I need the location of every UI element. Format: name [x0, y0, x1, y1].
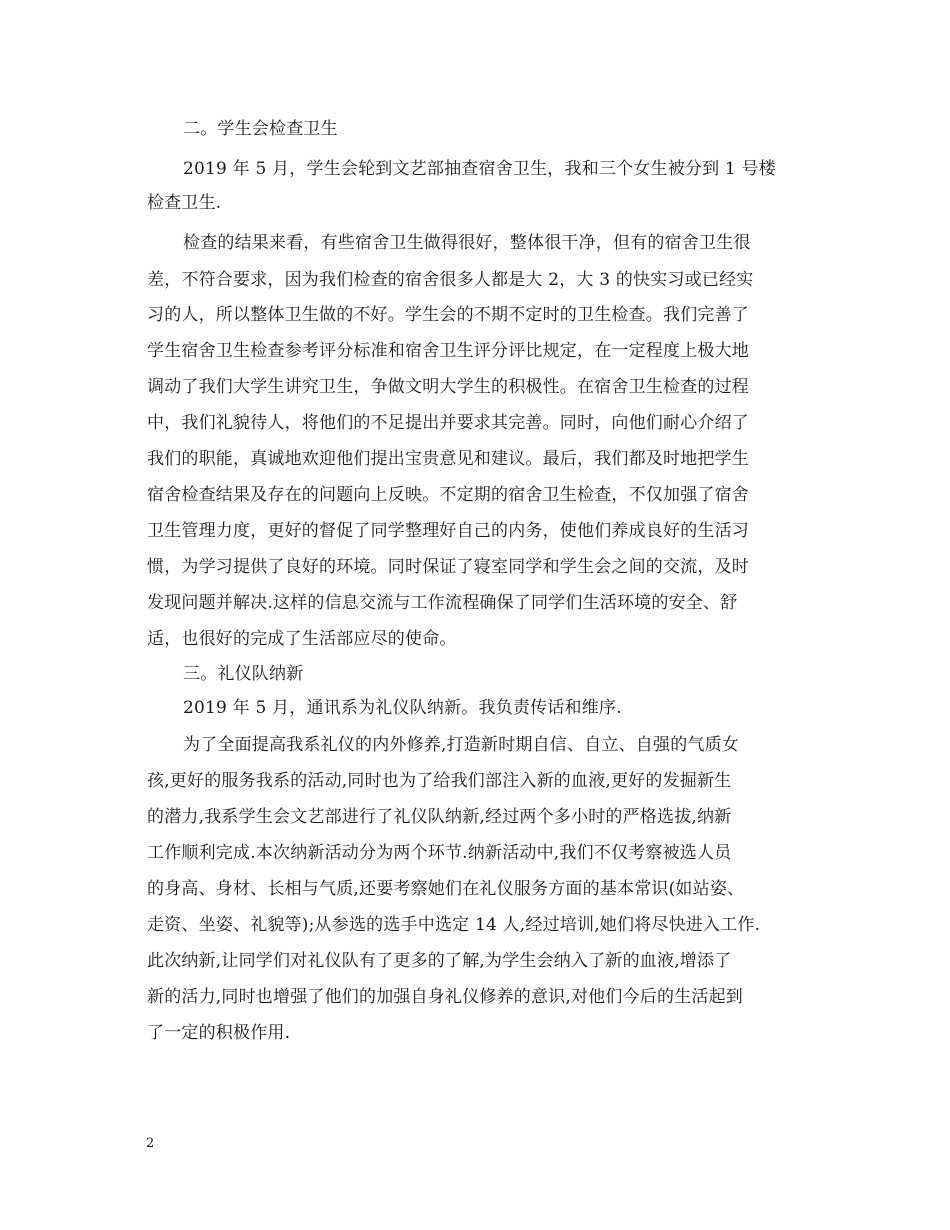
paragraph-line: 为了全面提高我系礼仪的内外修养,打造新时期自信、自立、自强的气质女: [183, 735, 740, 755]
paragraph-line: 孩,更好的服务我系的活动,同时也为了给我们部注入新的血液,更好的发掘新生: [147, 771, 732, 791]
section-heading-2: 二。学生会检查卫生: [183, 119, 338, 139]
paragraph-line: 习的人，所以整体卫生做的不好。学生会的不期不定时的卫生检查。我们完善了: [147, 305, 749, 325]
paragraph-line: 调动了我们大学生讲究卫生，争做文明大学生的积极性。在宿舍卫生检查的过程: [147, 377, 749, 397]
paragraph-line: 了一定的积极作用.: [147, 1023, 291, 1043]
paragraph-line: 检查的结果来看，有些宿舍卫生做得很好，整体很干净，但有的宿舍卫生很: [183, 233, 751, 253]
paragraph-line: 的潜力,我系学生会文艺部进行了礼仪队纳新,经过两个多小时的严格选拔,纳新: [147, 807, 732, 827]
paragraph-line: 走资、坐姿、礼貌等);从参选的选手中选定 14 人,经过培训,她们将尽快进入工作.: [147, 915, 761, 935]
paragraph-line: 工作顺利完成.本次纳新活动分为两个环节.纳新活动中,我们不仅考察被选人员: [147, 843, 732, 863]
paragraph-line: 新的活力,同时也增强了他们的加强自身礼仪修养的意识,对他们今后的生活起到: [147, 987, 744, 1007]
paragraph-line: 卫生管理力度，更好的督促了同学整理好自己的内务，使他们养成良好的生活习: [147, 521, 749, 541]
paragraph-line: 此次纳新,让同学们对礼仪队有了更多的了解,为学生会纳入了新的血液,增添了: [147, 951, 732, 971]
paragraph-line: 的身高、身材、长相与气质,还要考察她们在礼仪服务方面的基本常识(如站姿、: [147, 879, 745, 899]
paragraph-line: 2019 年 5 月，通讯系为礼仪队纳新。我负责传话和维序.: [183, 698, 622, 718]
paragraph-line: 差，不符合要求，因为我们检查的宿舍很多人都是大 2，大 3 的快实习或已经实: [147, 270, 754, 290]
paragraph-line: 宿舍检查结果及存在的问题向上反映。不定期的宿舍卫生检查，不仅加强了宿舍: [147, 485, 749, 505]
paragraph-line: 2019 年 5 月，学生会轮到文艺部抽查宿舍卫生，我和三个女生被分到 1 号楼: [183, 159, 776, 179]
section-heading-3: 三。礼仪队纳新: [183, 664, 304, 684]
paragraph-line: 适，也很好的完成了生活部应尽的使命。: [147, 629, 457, 649]
paragraph-line: 发现问题并解决.这样的信息交流与工作流程确保了同学们生活环境的安全、舒: [147, 593, 738, 613]
paragraph-line: 学生宿舍卫生检查参考评分标准和宿舍卫生评分评比规定，在一定程度上极大地: [147, 341, 749, 361]
paragraph-line: 惯，为学习提供了良好的环境。同时保证了寝室同学和学生会之间的交流，及时: [147, 557, 749, 577]
paragraph-line: 检查卫生.: [147, 193, 222, 213]
paragraph-line: 我们的职能，真诚地欢迎他们提出宝贵意见和建议。最后，我们都及时地把学生: [147, 449, 749, 469]
paragraph-line: 中，我们礼貌待人，将他们的不足提出并要求其完善。同时，向他们耐心介绍了: [147, 413, 749, 433]
page-number: 2: [146, 1136, 155, 1151]
